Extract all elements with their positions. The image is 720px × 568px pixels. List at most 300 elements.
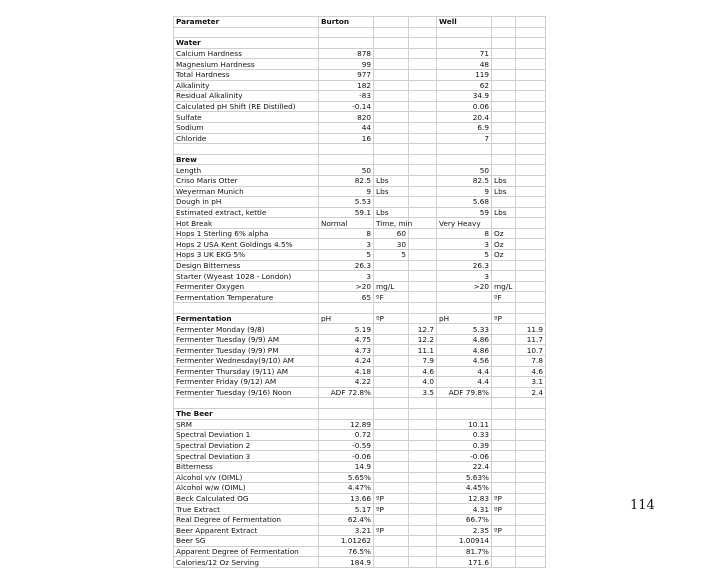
unit-cell: Lbs bbox=[492, 186, 516, 197]
unit-cell bbox=[374, 59, 409, 70]
section-unit-cell: pH bbox=[437, 313, 492, 324]
parameter-label: Alcohol w/w (OIML) bbox=[174, 483, 319, 494]
table-row bbox=[174, 133, 546, 144]
burton-cell: 182 bbox=[319, 80, 374, 91]
well-cell: 8 bbox=[437, 228, 492, 239]
unit-cell bbox=[492, 260, 516, 271]
table-row bbox=[174, 514, 546, 525]
unit-cell: 11.1 bbox=[409, 345, 437, 356]
unit-cell bbox=[516, 80, 546, 91]
table-row bbox=[174, 122, 546, 133]
burton-cell: ADF 72.8% bbox=[319, 387, 374, 398]
unit-cell: 3.1 bbox=[516, 377, 546, 388]
unit-cell bbox=[374, 387, 409, 398]
well-cell: 3 bbox=[437, 239, 492, 250]
parameter-label: Alkalinity bbox=[174, 80, 319, 91]
table-row bbox=[174, 356, 546, 367]
unit-cell bbox=[516, 218, 546, 229]
burton-cell: 44 bbox=[319, 122, 374, 133]
unit-cell bbox=[409, 80, 437, 91]
well-cell: 0.33 bbox=[437, 430, 492, 441]
unit-cell bbox=[492, 472, 516, 483]
burton-cell: 14.9 bbox=[319, 461, 374, 472]
table-row bbox=[174, 175, 546, 186]
unit-cell: ºP bbox=[374, 525, 409, 536]
unit-cell bbox=[516, 260, 546, 271]
well-cell: 5 bbox=[437, 250, 492, 261]
well-cell: Very Heavy bbox=[437, 218, 492, 229]
unit-cell bbox=[492, 197, 516, 208]
empty-cell bbox=[409, 303, 437, 314]
unit-cell bbox=[374, 430, 409, 441]
parameter-label: Hops 3 UK EKG 5% bbox=[174, 250, 319, 261]
burton-cell: 3 bbox=[319, 239, 374, 250]
unit-cell bbox=[492, 377, 516, 388]
unit-cell bbox=[492, 112, 516, 123]
table-row bbox=[174, 101, 546, 112]
well-cell: 59 bbox=[437, 207, 492, 218]
burton-cell: 4.18 bbox=[319, 366, 374, 377]
unit-cell bbox=[409, 186, 437, 197]
burton-cell: 13.66 bbox=[319, 493, 374, 504]
well-cell: 34.9 bbox=[437, 91, 492, 102]
unit-cell bbox=[492, 557, 516, 568]
burton-cell: 26.3 bbox=[319, 260, 374, 271]
header-cell bbox=[374, 17, 409, 28]
well-cell: 4.45% bbox=[437, 483, 492, 494]
unit-cell bbox=[374, 536, 409, 547]
unit-cell bbox=[516, 91, 546, 102]
section-unit-cell bbox=[409, 154, 437, 165]
unit-cell bbox=[516, 133, 546, 144]
section-header-row bbox=[174, 154, 546, 165]
empty-cell bbox=[374, 303, 409, 314]
unit-cell bbox=[516, 69, 546, 80]
unit-cell bbox=[516, 281, 546, 292]
burton-cell: 5.17 bbox=[319, 504, 374, 515]
table-row bbox=[174, 557, 546, 568]
parameter-label: True Extract bbox=[174, 504, 319, 515]
section-unit-cell bbox=[319, 408, 374, 419]
unit-cell bbox=[516, 48, 546, 59]
unit-cell bbox=[409, 239, 437, 250]
unit-cell bbox=[374, 324, 409, 335]
unit-cell: 4.6 bbox=[516, 366, 546, 377]
parameter-label: Total Hardness bbox=[174, 69, 319, 80]
well-cell bbox=[437, 292, 492, 303]
unit-cell bbox=[516, 112, 546, 123]
section-unit-cell bbox=[437, 154, 492, 165]
parameter-label: Sulfate bbox=[174, 112, 319, 123]
well-cell: 22.4 bbox=[437, 461, 492, 472]
burton-cell: 0.72 bbox=[319, 430, 374, 441]
unit-cell bbox=[374, 165, 409, 176]
well-cell: 9 bbox=[437, 186, 492, 197]
unit-cell: Lbs bbox=[374, 175, 409, 186]
unit-cell bbox=[374, 197, 409, 208]
table-row bbox=[174, 483, 546, 494]
burton-cell: 4.22 bbox=[319, 377, 374, 388]
empty-cell bbox=[374, 144, 409, 155]
unit-cell bbox=[516, 292, 546, 303]
unit-cell bbox=[409, 101, 437, 112]
table-row bbox=[174, 165, 546, 176]
unit-cell bbox=[516, 430, 546, 441]
well-cell: 4.4 bbox=[437, 366, 492, 377]
parameter-label: Spectral Deviation 1 bbox=[174, 430, 319, 441]
burton-cell: 5.19 bbox=[319, 324, 374, 335]
unit-cell bbox=[492, 419, 516, 430]
parameter-label: Fermenter Tuesday (9/9) AM bbox=[174, 334, 319, 345]
well-cell: 6.9 bbox=[437, 122, 492, 133]
burton-cell: 1.01262 bbox=[319, 536, 374, 547]
burton-cell: 184.9 bbox=[319, 557, 374, 568]
blank-row bbox=[174, 144, 546, 155]
unit-cell bbox=[409, 440, 437, 451]
unit-cell: Lbs bbox=[492, 175, 516, 186]
unit-cell bbox=[374, 345, 409, 356]
section-unit-cell bbox=[409, 38, 437, 49]
unit-cell bbox=[374, 260, 409, 271]
table-row bbox=[174, 377, 546, 388]
unit-cell bbox=[409, 165, 437, 176]
unit-cell bbox=[409, 59, 437, 70]
empty-cell bbox=[319, 144, 374, 155]
unit-cell bbox=[516, 451, 546, 462]
section-header-row bbox=[174, 408, 546, 419]
section-title: The Beer bbox=[174, 408, 319, 419]
burton-cell: -0.14 bbox=[319, 101, 374, 112]
unit-cell bbox=[409, 260, 437, 271]
well-cell: 12.83 bbox=[437, 493, 492, 504]
header-cell bbox=[409, 17, 437, 28]
well-cell: 119 bbox=[437, 69, 492, 80]
parameter-label: Fermenter Monday (9/8) bbox=[174, 324, 319, 335]
empty-cell bbox=[174, 144, 319, 155]
unit-cell bbox=[409, 292, 437, 303]
table-row bbox=[174, 546, 546, 557]
empty-cell bbox=[492, 398, 516, 409]
burton-cell: Normal bbox=[319, 218, 374, 229]
blank-row bbox=[174, 303, 546, 314]
empty-cell bbox=[174, 27, 319, 38]
section-unit-cell bbox=[516, 154, 546, 165]
unit-cell bbox=[409, 281, 437, 292]
unit-cell bbox=[516, 101, 546, 112]
well-cell: ADF 79.8% bbox=[437, 387, 492, 398]
table-row bbox=[174, 493, 546, 504]
parameter-label: Beer Apparent Extract bbox=[174, 525, 319, 536]
unit-cell: 60 bbox=[374, 228, 409, 239]
parameter-label: Apparent Degree of Fermentation bbox=[174, 546, 319, 557]
unit-cell bbox=[516, 250, 546, 261]
burton-cell: 5.53 bbox=[319, 197, 374, 208]
unit-cell bbox=[492, 133, 516, 144]
parameter-label: Calories/12 Oz Serving bbox=[174, 557, 319, 568]
unit-cell bbox=[409, 461, 437, 472]
burton-cell: >20 bbox=[319, 281, 374, 292]
parameter-label: Hops 2 USA Kent Goldings 4.5% bbox=[174, 239, 319, 250]
burton-cell: 99 bbox=[319, 59, 374, 70]
table-row bbox=[174, 324, 546, 335]
unit-cell bbox=[492, 451, 516, 462]
table-row bbox=[174, 281, 546, 292]
unit-cell: ºP bbox=[374, 493, 409, 504]
unit-cell bbox=[374, 440, 409, 451]
well-cell: 2.35 bbox=[437, 525, 492, 536]
empty-cell bbox=[492, 27, 516, 38]
empty-cell bbox=[319, 398, 374, 409]
burton-cell: 59.1 bbox=[319, 207, 374, 218]
unit-cell bbox=[516, 525, 546, 536]
unit-cell: mg/L bbox=[492, 281, 516, 292]
table-row bbox=[174, 366, 546, 377]
parameter-label: Fermentation Temperature bbox=[174, 292, 319, 303]
unit-cell bbox=[409, 546, 437, 557]
table-row bbox=[174, 250, 546, 261]
unit-cell bbox=[492, 324, 516, 335]
burton-cell: 76.5% bbox=[319, 546, 374, 557]
table-row bbox=[174, 451, 546, 462]
burton-cell: 4.24 bbox=[319, 356, 374, 367]
section-unit-cell bbox=[492, 154, 516, 165]
unit-cell bbox=[374, 451, 409, 462]
parameter-label: Calculated pH Shift (RE Distilled) bbox=[174, 101, 319, 112]
unit-cell: Lbs bbox=[374, 186, 409, 197]
header-cell: Burton bbox=[319, 17, 374, 28]
unit-cell bbox=[516, 271, 546, 282]
header-cell bbox=[492, 17, 516, 28]
well-cell: 4.31 bbox=[437, 504, 492, 515]
unit-cell bbox=[492, 165, 516, 176]
well-cell: 62 bbox=[437, 80, 492, 91]
parameter-label: Alcohol v/v (OIML) bbox=[174, 472, 319, 483]
well-cell: 4.86 bbox=[437, 334, 492, 345]
parameter-label: Real Degree of Fermentation bbox=[174, 514, 319, 525]
parameter-label: Fermenter Thursday (9/11) AM bbox=[174, 366, 319, 377]
parameter-label: Fermenter Wednesday(9/10) AM bbox=[174, 356, 319, 367]
unit-cell bbox=[516, 59, 546, 70]
empty-cell bbox=[437, 398, 492, 409]
section-header-row bbox=[174, 38, 546, 49]
section-unit-cell bbox=[516, 38, 546, 49]
well-cell: 0.06 bbox=[437, 101, 492, 112]
unit-cell bbox=[492, 101, 516, 112]
well-cell: 81.7% bbox=[437, 546, 492, 557]
unit-cell bbox=[374, 557, 409, 568]
unit-cell bbox=[492, 356, 516, 367]
table-row bbox=[174, 419, 546, 430]
unit-cell bbox=[492, 48, 516, 59]
table-row bbox=[174, 440, 546, 451]
section-unit-cell bbox=[516, 313, 546, 324]
burton-cell: 82.5 bbox=[319, 175, 374, 186]
unit-cell bbox=[374, 366, 409, 377]
section-unit-cell: ºP bbox=[492, 313, 516, 324]
unit-cell: mg/L bbox=[374, 281, 409, 292]
well-cell: 71 bbox=[437, 48, 492, 59]
unit-cell bbox=[409, 112, 437, 123]
unit-cell: 4.0 bbox=[409, 377, 437, 388]
unit-cell bbox=[492, 69, 516, 80]
burton-cell: 820 bbox=[319, 112, 374, 123]
table-row bbox=[174, 387, 546, 398]
burton-cell: 62.4% bbox=[319, 514, 374, 525]
empty-cell bbox=[516, 27, 546, 38]
unit-cell: ºF bbox=[492, 292, 516, 303]
section-unit-cell bbox=[374, 408, 409, 419]
section-title: Water bbox=[174, 38, 319, 49]
unit-cell bbox=[374, 271, 409, 282]
unit-cell: Oz bbox=[492, 228, 516, 239]
parameter-label: Magnesium Hardness bbox=[174, 59, 319, 70]
unit-cell bbox=[516, 207, 546, 218]
parameter-label: Fermenter Oxygen bbox=[174, 281, 319, 292]
section-unit-cell bbox=[374, 38, 409, 49]
well-cell: 66.7% bbox=[437, 514, 492, 525]
burton-cell: 50 bbox=[319, 165, 374, 176]
unit-cell: Oz bbox=[492, 239, 516, 250]
header-row bbox=[174, 17, 546, 28]
section-unit-cell bbox=[409, 313, 437, 324]
empty-cell bbox=[174, 303, 319, 314]
empty-cell bbox=[492, 303, 516, 314]
well-cell: 3 bbox=[437, 271, 492, 282]
section-title: Fermentation bbox=[174, 313, 319, 324]
parameter-label: Beck Calculated OG bbox=[174, 493, 319, 504]
well-cell: -0.06 bbox=[437, 451, 492, 462]
unit-cell bbox=[374, 472, 409, 483]
unit-cell bbox=[516, 504, 546, 515]
section-unit-cell: pH bbox=[319, 313, 374, 324]
unit-cell: 5 bbox=[374, 250, 409, 261]
table-row bbox=[174, 197, 546, 208]
unit-cell bbox=[516, 175, 546, 186]
unit-cell bbox=[492, 483, 516, 494]
empty-cell bbox=[174, 398, 319, 409]
unit-cell bbox=[516, 546, 546, 557]
unit-cell: 10.7 bbox=[516, 345, 546, 356]
parameter-label: Weyerman Munich bbox=[174, 186, 319, 197]
burton-cell: 4.75 bbox=[319, 334, 374, 345]
parameter-label: Calcium Hardness bbox=[174, 48, 319, 59]
unit-cell bbox=[409, 536, 437, 547]
unit-cell: Lbs bbox=[492, 207, 516, 218]
header-cell bbox=[516, 17, 546, 28]
unit-cell bbox=[409, 483, 437, 494]
well-cell: 0.39 bbox=[437, 440, 492, 451]
well-cell: 4.56 bbox=[437, 356, 492, 367]
section-unit-cell bbox=[492, 408, 516, 419]
unit-cell bbox=[374, 377, 409, 388]
parameter-label: Chloride bbox=[174, 133, 319, 144]
unit-cell bbox=[516, 197, 546, 208]
empty-cell bbox=[374, 398, 409, 409]
burton-cell: 5 bbox=[319, 250, 374, 261]
table-row bbox=[174, 345, 546, 356]
unit-cell bbox=[492, 366, 516, 377]
unit-cell bbox=[492, 514, 516, 525]
unit-cell bbox=[516, 122, 546, 133]
burton-cell: 4.73 bbox=[319, 345, 374, 356]
well-cell: 20.4 bbox=[437, 112, 492, 123]
unit-cell: Time, min bbox=[374, 218, 409, 229]
unit-cell: Oz bbox=[492, 250, 516, 261]
unit-cell bbox=[409, 250, 437, 261]
unit-cell bbox=[409, 122, 437, 133]
table-body bbox=[174, 27, 546, 567]
table-row bbox=[174, 207, 546, 218]
section-title: Brew bbox=[174, 154, 319, 165]
unit-cell bbox=[492, 271, 516, 282]
section-unit-cell bbox=[319, 154, 374, 165]
parameter-label: Length bbox=[174, 165, 319, 176]
parameter-label: Estimated extract, kettle bbox=[174, 207, 319, 218]
table-row bbox=[174, 334, 546, 345]
unit-cell bbox=[409, 197, 437, 208]
table-row bbox=[174, 80, 546, 91]
unit-cell bbox=[492, 59, 516, 70]
burton-cell: 5.65% bbox=[319, 472, 374, 483]
empty-cell bbox=[492, 144, 516, 155]
table-row bbox=[174, 271, 546, 282]
unit-cell bbox=[409, 557, 437, 568]
burton-cell: 12.89 bbox=[319, 419, 374, 430]
unit-cell bbox=[492, 334, 516, 345]
unit-cell bbox=[492, 80, 516, 91]
unit-cell bbox=[516, 461, 546, 472]
well-cell: 26.3 bbox=[437, 260, 492, 271]
unit-cell bbox=[409, 218, 437, 229]
table-row bbox=[174, 430, 546, 441]
table-row bbox=[174, 504, 546, 515]
parameter-label: Spectral Deviation 3 bbox=[174, 451, 319, 462]
unit-cell bbox=[492, 122, 516, 133]
parameter-label: Hops 1 Sterling 6% alpha bbox=[174, 228, 319, 239]
parameter-label: Starter (Wyeast 1028 - London) bbox=[174, 271, 319, 282]
empty-cell bbox=[437, 144, 492, 155]
unit-cell bbox=[516, 536, 546, 547]
blank-row bbox=[174, 398, 546, 409]
unit-cell bbox=[409, 207, 437, 218]
burton-cell: -0.59 bbox=[319, 440, 374, 451]
section-unit-cell bbox=[319, 38, 374, 49]
parameter-label: Residual Alkalinity bbox=[174, 91, 319, 102]
unit-cell bbox=[516, 493, 546, 504]
well-cell: 50 bbox=[437, 165, 492, 176]
burton-cell: 4.47% bbox=[319, 483, 374, 494]
unit-cell bbox=[492, 461, 516, 472]
table-row bbox=[174, 218, 546, 229]
unit-cell bbox=[374, 69, 409, 80]
parameter-label: Criso Maris Otter bbox=[174, 175, 319, 186]
well-cell: 82.5 bbox=[437, 175, 492, 186]
empty-cell bbox=[319, 27, 374, 38]
burton-cell: -83 bbox=[319, 91, 374, 102]
unit-cell bbox=[374, 419, 409, 430]
well-cell: 7 bbox=[437, 133, 492, 144]
parameter-label: Bitterness bbox=[174, 461, 319, 472]
unit-cell bbox=[516, 557, 546, 568]
unit-cell: ºP bbox=[374, 504, 409, 515]
unit-cell bbox=[409, 514, 437, 525]
burton-cell: 9 bbox=[319, 186, 374, 197]
unit-cell bbox=[409, 430, 437, 441]
section-unit-cell bbox=[374, 154, 409, 165]
burton-cell: 3 bbox=[319, 271, 374, 282]
parameter-label: Beer SG bbox=[174, 536, 319, 547]
burton-cell: 977 bbox=[319, 69, 374, 80]
